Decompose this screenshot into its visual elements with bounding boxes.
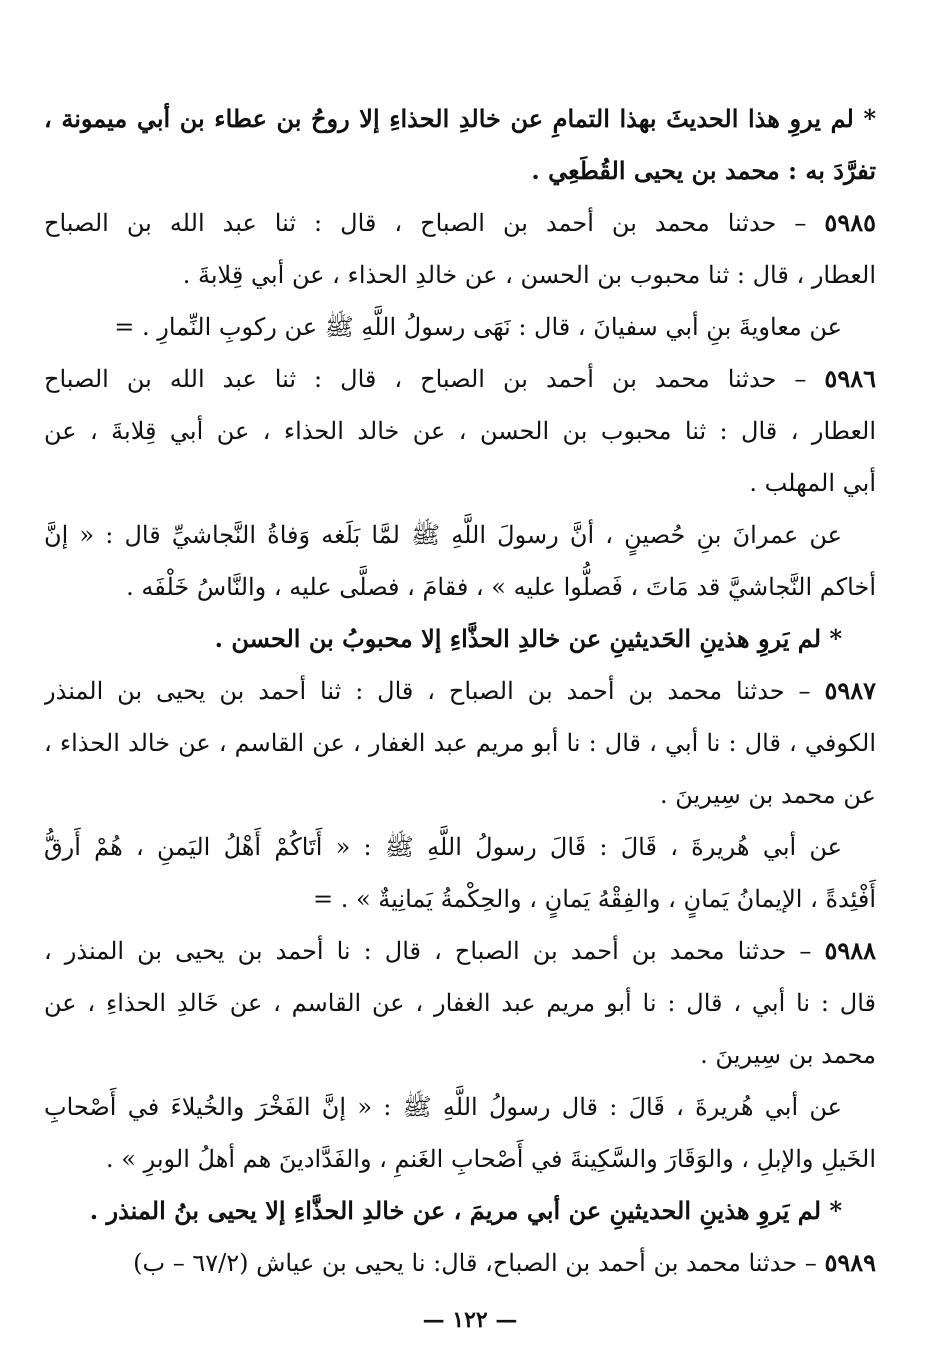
isnad-text: – حدثنا محمد بن أحمد بن الصباح ، قال : ثنا أحمد بن يحيى بن المنذر: [44, 677, 811, 705]
text-line: * لم يَروِ هذينِ الحديثينِ عن أبي مريمَ ، عن خالدِ الحذَّاءِ إلا يحيى بنُ المنذر .: [89, 1196, 842, 1225]
hadith-matn: [44, 301, 876, 353]
hadith-matn: [44, 821, 876, 925]
text-line: الخَيلِ والإبلِ ، والوَقَارَ والسَّكِينةَ في أَصْحابِ الغَنمِ ، والفَدَّادينَ هم أهلُ الوبرِ » .: [106, 1145, 876, 1173]
editor-note: [44, 613, 876, 665]
hadith-isnad: [44, 197, 876, 301]
text-line: [44, 353, 876, 405]
text-line: أبي المهلب .: [749, 469, 876, 497]
text-line: [44, 1237, 876, 1289]
hadith-isnad: [44, 1237, 876, 1289]
hadith-isnad: [44, 665, 876, 821]
text-line: العطار ، قال : ثنا محبوب بن الحسن ، عن خالد الحذاء ، عن أبي قِلابةَ ، عن: [44, 417, 876, 445]
hadith-number: ٥٩٨٧: [824, 676, 876, 705]
isnad-text: – حدثنا محمد بن أحمد بن الصباح ، قال : نا أحمد بن يحيى بن المنذر ،: [44, 937, 812, 965]
text-line: أخاكم النَّجاشيَّ قد مَاتَ ، فَصلُّوا عليه » ، فقامَ ، فصلَّى عليه ، والنَّاسُ خَلْفَه .: [126, 573, 876, 601]
text-line: عن أبي هُريرةَ ، قَالَ : قال رسولُ اللَّهِ ﷺ : « إنَّ الفَخْرَ والخُيلاءَ في أَصْحابِ: [44, 1093, 842, 1121]
hadith-number: ٥٩٨٦: [824, 364, 876, 393]
hadith-isnad: [44, 353, 876, 509]
editor-note: [44, 1185, 876, 1237]
text-line: * لم يَروِ هذينِ الحَديثينِ عن خالدِ الحذَّاءِ إلا محبوبُ بن الحسن .: [214, 624, 842, 653]
hadith-matn: [44, 509, 876, 613]
isnad-text: – حدثنا محمد بن أحمد بن الصباح، قال: نا يحيى بن عياش (٦٧/٢ – ب): [133, 1249, 817, 1277]
text-line: العطار ، قال : ثنا محبوب بن الحسن ، عن خالدِ الحذاء ، عن أبي قِلابةَ .: [182, 261, 876, 289]
text-line: [44, 197, 876, 249]
text-line: الكوفي ، قال : نا أبي ، قال : نا أبو مريم عبد الغفار ، عن القاسم ، عن خالد الحذاء ،: [44, 729, 876, 757]
text-line: عن عمرانَ بنِ حُصينٍ ، أنَّ رسولَ اللَّهِ ﷺ لمَّا بَلَغه وَفاةُ النَّجاشيِّ قال : « إنَّ: [44, 521, 842, 549]
text-line: [44, 665, 876, 717]
text-line: تفرَّدَ به : محمد بن يحيى القُطَعِي .: [531, 156, 876, 185]
text-line: محمد بن سِيرينَ .: [700, 1041, 876, 1069]
text-line: أَفْئِدةً ، الإيمانُ يَمانٍ ، والفِقْهُ يَمانٍ ، والحِكْمةُ يَمانِيةٌ » . =: [312, 885, 876, 913]
text-line: قال : نا أبي ، قال : نا أبو مريم عبد الغفار ، عن القاسم ، عن خَالدِ الحذاءِ ، عن: [44, 989, 876, 1017]
text-line: عن معاويةَ بنِ أبي سفيانَ ، قال : نَهَى رسولُ اللَّهِ ﷺ عن ركوبِ النِّمارِ . =: [114, 313, 842, 341]
text-line: عن محمد بن سِيرينَ .: [659, 781, 876, 809]
text-line: عن أبي هُريرةَ ، قَالَ : قَالَ رسولُ اللَّهِ ﷺ : « أَتَاكُمْ أَهْلُ اليَمنِ ، هُمْ أَرقُّ: [44, 833, 842, 861]
isnad-text: – حدثنا محمد بن أحمد بن الصباح ، قال : ثنا عبد الله بن الصباح: [44, 365, 807, 393]
editor-note: [44, 93, 876, 197]
hadith-number: ٥٩٨٨: [824, 936, 876, 965]
hadith-isnad: [44, 925, 876, 1081]
page-number: — ١٢٢ —: [422, 1307, 518, 1333]
text-line: [44, 925, 876, 977]
hadith-matn: [44, 1081, 876, 1185]
hadith-number: ٥٩٨٩: [824, 1248, 876, 1277]
isnad-text: – حدثنا محمد بن أحمد بن الصباح ، قال : ثنا عبد الله بن الصباح: [44, 209, 807, 237]
text-line: * لم يروِ هذا الحديثَ بهذا التمامِ عن خالدِ الحذاءِ إلا روحُ بن عطاء بن أبي ميمونة ،: [44, 104, 876, 133]
page-body: [44, 93, 876, 1289]
hadith-number: ٥٩٨٥: [824, 208, 876, 237]
